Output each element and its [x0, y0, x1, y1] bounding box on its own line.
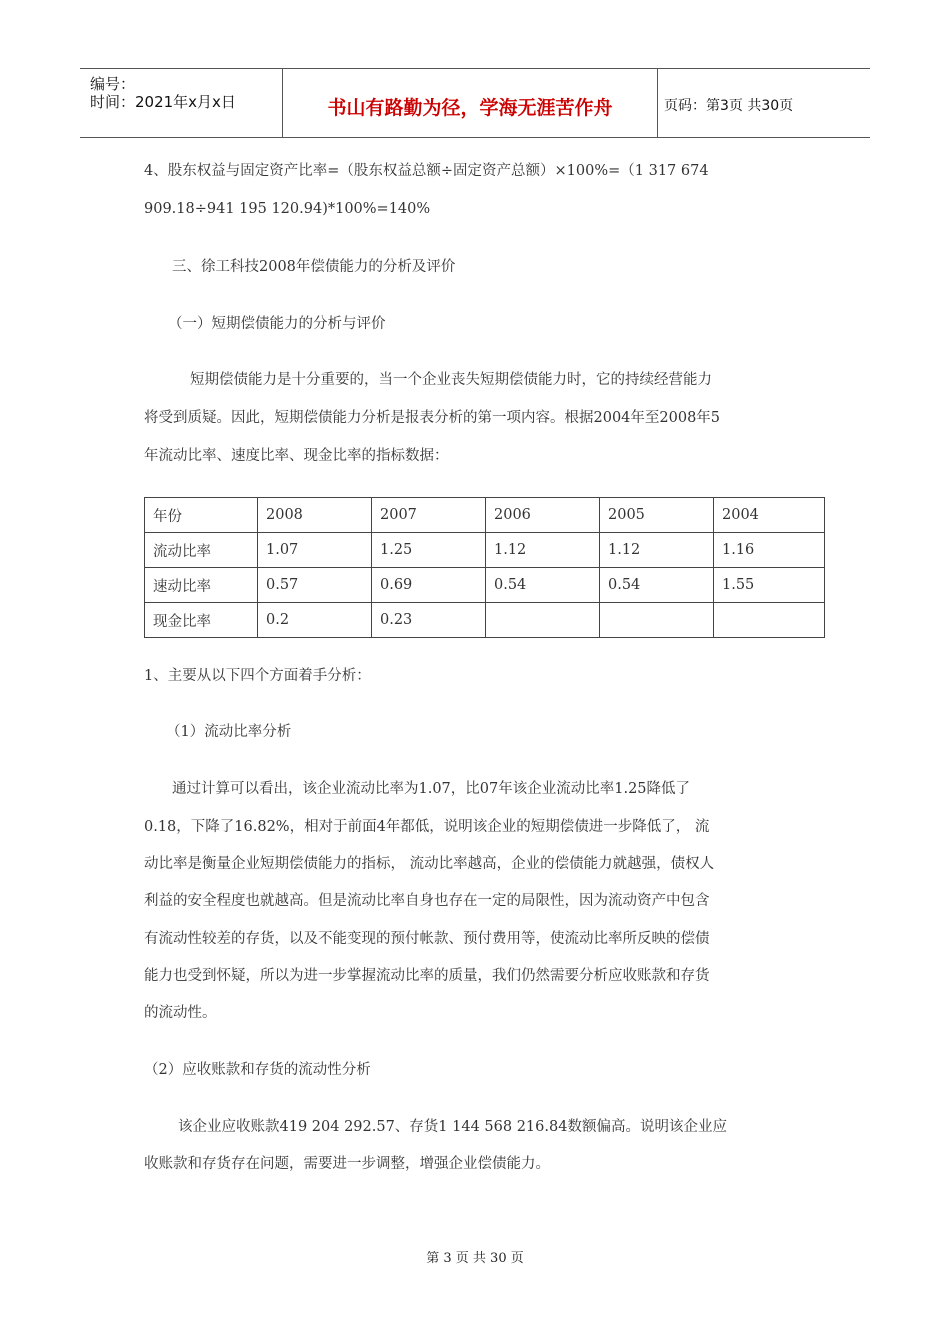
- document-header: [80, 68, 870, 138]
- page-footer: 第 3 页 共 30 页: [426, 1251, 524, 1266]
- table-cell: 1.12: [600, 533, 714, 568]
- header-motto: 书山有路勤为径，学海无涯苦作舟: [327, 97, 613, 119]
- table-cell: 速动比率: [145, 568, 258, 603]
- table-cell: 0.2: [258, 603, 372, 638]
- header-page-number: 页码：第3页 共30页: [664, 98, 794, 114]
- table-row: [145, 603, 825, 638]
- analysis-line: 有流动性较差的存货，以及不能变现的预付帐款、预付费用等，使流动比率所反映的偿债: [144, 931, 710, 947]
- table-cell: 流动比率: [145, 533, 258, 568]
- table-cell: [486, 603, 600, 638]
- document-time-label: 时间：2021年x月x日: [90, 93, 236, 111]
- point-subtitle: （1）流动比率分析: [166, 724, 292, 740]
- table-row: [145, 533, 825, 568]
- receivables-line: 收账款和存货存在问题，需要进一步调整，增强企业偿债能力。: [144, 1156, 550, 1172]
- header-page-cell: [656, 69, 870, 137]
- table-cell: 0.23: [372, 603, 486, 638]
- table-header-cell: 2006: [486, 498, 600, 533]
- table-header-cell: 2005: [600, 498, 714, 533]
- table-header-cell: 年份: [145, 498, 258, 533]
- subsection-title: （一）短期偿债能力的分析与评价: [168, 316, 386, 332]
- analysis-line: 的流动性。: [144, 1005, 217, 1021]
- point-title: 1、主要从以下四个方面着手分析：: [144, 668, 371, 684]
- table-cell: 1.16: [714, 533, 825, 568]
- analysis-line: 动比率是衡量企业短期偿债能力的指标， 流动比率越高，企业的偿债能力就越强，债权人: [144, 856, 715, 872]
- table-cell: 0.57: [258, 568, 372, 603]
- intro-paragraph-line: 年流动比率、速度比率、现金比率的指标数据：: [144, 448, 449, 464]
- table-header-row: [145, 498, 825, 533]
- intro-paragraph-line: 短期偿债能力是十分重要的，当一个企业丧失短期偿债能力时，它的持续经营能力: [190, 372, 712, 388]
- table-cell: 1.55: [714, 568, 825, 603]
- header-motto-cell: [282, 69, 658, 137]
- table-cell: [714, 603, 825, 638]
- table-cell: 1.12: [486, 533, 600, 568]
- table-header-cell: 2007: [372, 498, 486, 533]
- formula-line-2: 909.18÷941 195 120.94)*100%=140%: [144, 201, 431, 217]
- table-header-cell: 2004: [714, 498, 825, 533]
- table-cell: 1.07: [258, 533, 372, 568]
- analysis-line: 能力也受到怀疑，所以为进一步掌握流动比率的质量，我们仍然需要分析应收账款和存货: [144, 968, 710, 984]
- header-info-cell: [80, 69, 282, 137]
- section-title: 三、徐工科技2008年偿债能力的分析及评价: [172, 259, 456, 275]
- receivables-line: 该企业应收账款419 204 292.57、存货1 144 568 216.84数额偏高。说明该企业应: [178, 1119, 727, 1135]
- point-subtitle: （2）应收账款和存货的流动性分析: [144, 1062, 371, 1078]
- intro-paragraph-line: 将受到质疑。因此，短期偿债能力分析是报表分析的第一项内容。根据2004年至2008年5: [144, 410, 721, 426]
- table-cell: 0.54: [600, 568, 714, 603]
- table-header-cell: 2008: [258, 498, 372, 533]
- table-cell: 现金比率: [145, 603, 258, 638]
- formula-line-1: 4、股东权益与固定资产比率=（股东权益总额÷固定资产总额）×100%=（1 317 674: [144, 163, 709, 179]
- analysis-line: 通过计算可以看出，该企业流动比率为1.07，比07年该企业流动比率1.25降低了: [172, 781, 691, 797]
- analysis-line: 利益的安全程度也就越高。但是流动比率自身也存在一定的局限性，因为流动资产中包含: [144, 893, 710, 909]
- table-cell: [600, 603, 714, 638]
- document-number-label: 编号：: [90, 75, 136, 93]
- analysis-line: 0.18，下降了16.82%，相对于前面4年都低，说明该企业的短期偿债进一步降低了， 流: [144, 819, 710, 835]
- liquidity-ratio-table: [144, 497, 825, 638]
- table-row: [145, 568, 825, 603]
- table-cell: 0.54: [486, 568, 600, 603]
- table-cell: 0.69: [372, 568, 486, 603]
- table-cell: 1.25: [372, 533, 486, 568]
